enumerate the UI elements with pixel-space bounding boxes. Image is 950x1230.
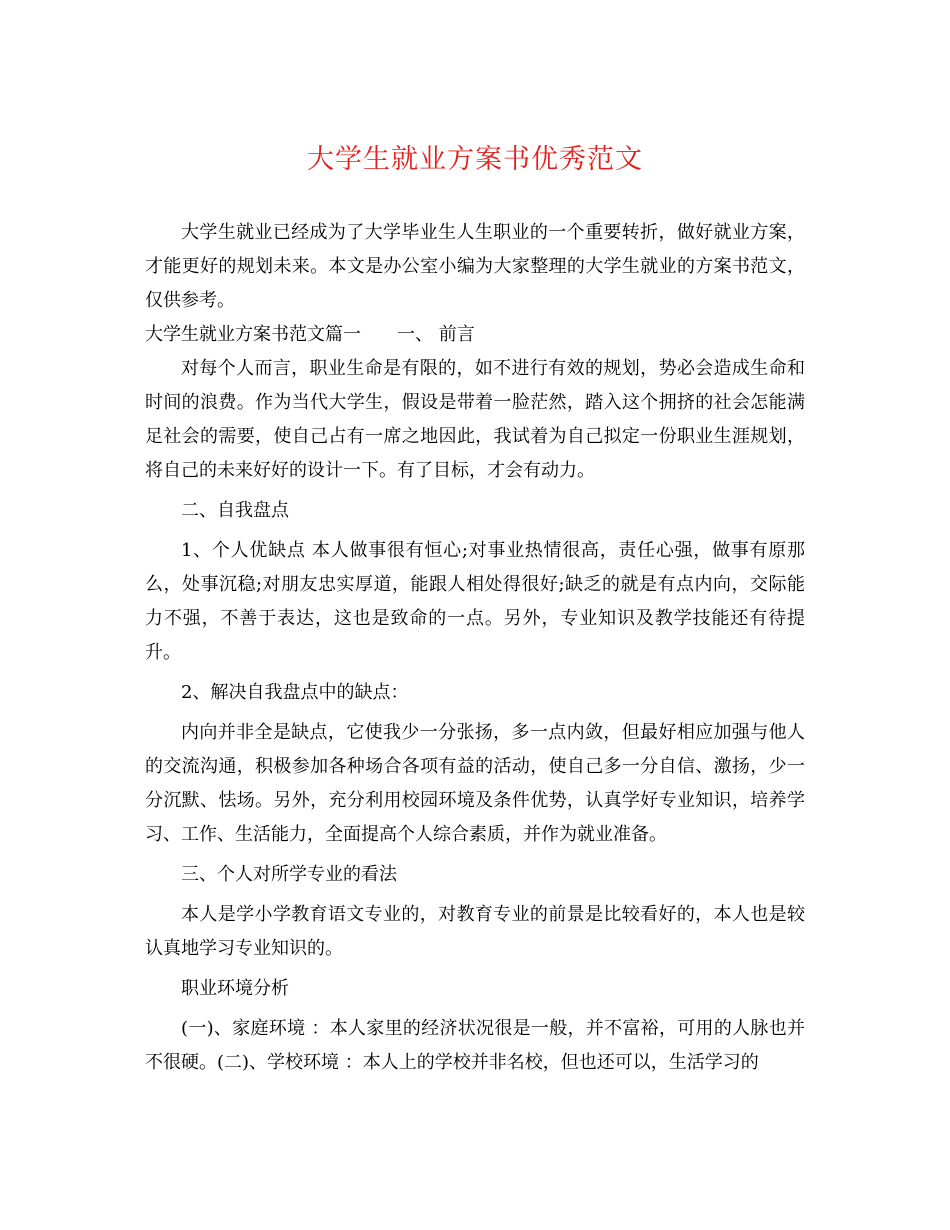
section-heading-preface: 大学生就业方案书范文篇一 一、 前言 (145, 324, 475, 345)
major-view-paragraph: 本人是学小学教育语文专业的，对教育专业的前景是比较看好的，本人也是较认真地学习专业知识的。 (145, 904, 805, 959)
environment-paragraph: (一)、家庭环境 ：本人家里的经济状况很是一般，并不富裕，可用的人脉也并不很硬。(二)、学校环境 ：本人上的学校并非名校，但也还可以，生活学习的 (145, 1018, 805, 1073)
subheading-solve-weaknesses: 2、解决自我盘点中的缺点： (181, 682, 409, 703)
strengths-weaknesses-paragraph: 1、个人优缺点 本人做事很有恒心;对事业热情很高，责任心强，做事有原那么，处事沉稳;对朋友忠实厚道，能跟人相处得很好;缺乏的就是有点内向，交际能力不强，不善于表达，这也是致命的一点。另外，专业知识及教学技能还有待提升。 (145, 540, 805, 663)
section-heading-major-view: 三、个人对所学专业的看法 (181, 864, 397, 885)
page-title: 大学生就业方案书优秀范文 (307, 144, 643, 175)
document-body (145, 216, 805, 1080)
section-heading-career-environment: 职业环境分析 (181, 978, 289, 999)
solution-paragraph: 内向并非全是缺点，它使我少一分张扬，多一点内敛，但最好相应加强与他人的交流沟通，积极参加各种场合各项有益的活动，使自己多一分自信、激扬，少一分沉默、怯场。另外，充分利用校园环境及条件优势，认真学好专业知识，培养学习、工作、生活能力，全面提高个人综合素质，并作为就业准备。 (145, 722, 805, 845)
intro-paragraph: 大学生就业已经成为了大学毕业生人生职业的一个重要转折，做好就业方案，才能更好的规划未来。本文是办公室小编为大家整理的大学生就业的方案书范文，仅供参考。 (145, 222, 805, 311)
section-heading-self-review: 二、自我盘点 (181, 500, 289, 521)
preface-paragraph: 对每个人而言，职业生命是有限的，如不进行有效的规划，势必会造成生命和时间的浪费。作为当代大学生，假设是带着一脸茫然，踏入这个拥挤的社会怎能满足社会的需要，使自己占有一席之地因此，我试着为自己拟定一份职业生涯规划，将自己的未来好好的设计一下。有了目标，才会有动力。 (145, 358, 805, 481)
